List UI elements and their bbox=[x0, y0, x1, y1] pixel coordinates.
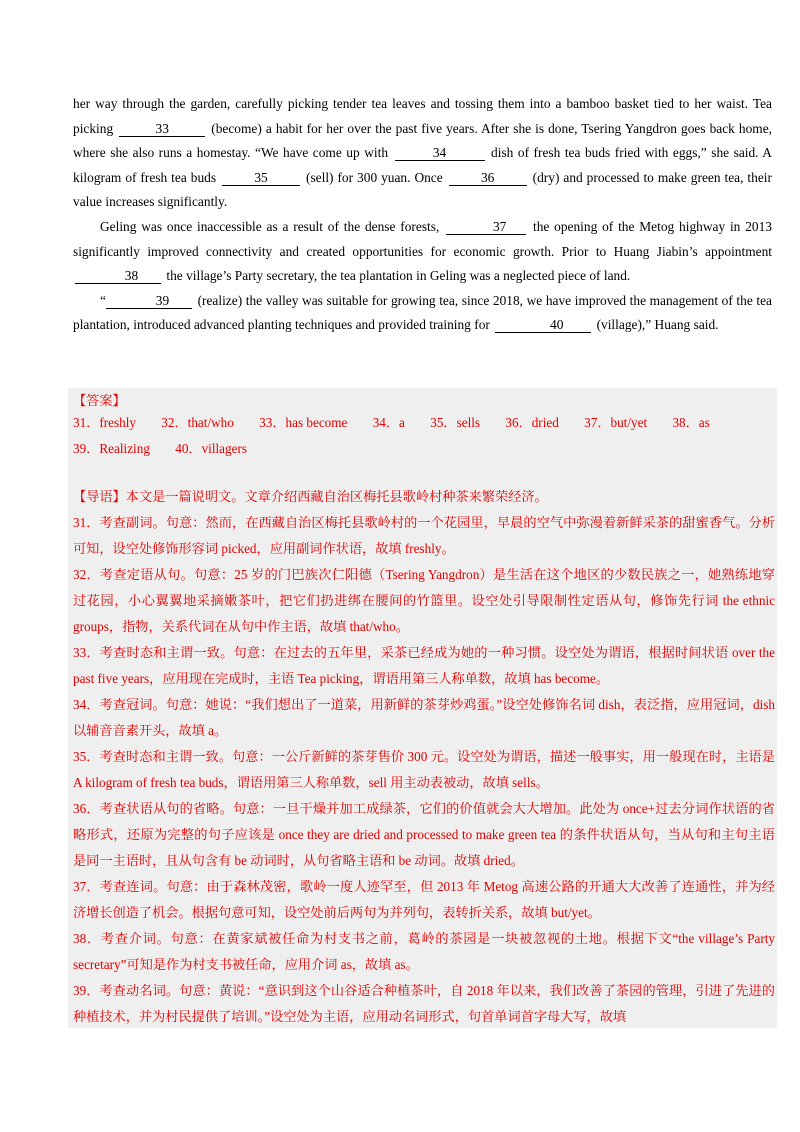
explanation-36: 36．考查状语从句的省略。句意：一旦干燥并加工成绿茶，它们的价值就会大大增加。此处为 once+过去分词作状语的省略形式，还原为完整的句子应该是 once they are dried and processed to make green tea 的条件状语从句，当从句和主句主语是同一主语时，且从句含有 be 动词时，从句省略主语和 be 动词。故填 dried。 bbox=[73, 801, 775, 868]
explanation-33: 33．考查时态和主谓一致。句意：在过去的五年里，采茶已经成为她的一种习惯。设空处为谓语，根据时间状语 over the past five years，应用现在完成时，主语 Tea picking，谓语用第三人称单数，故填 has become。 bbox=[73, 645, 775, 686]
passage-text: Geling was once inaccessible as a result of the dense forests, bbox=[100, 218, 440, 234]
passage-text: (realize) the valley was suitable for growing tea, since 2018, we have improved the management of the tea plantation, introduced advanced planting techniques and provided training for bbox=[73, 292, 772, 333]
answer-heading: 【答案】 bbox=[73, 393, 126, 408]
blank-38: 38 bbox=[75, 268, 161, 284]
answer-40: 40．villagers bbox=[175, 441, 248, 456]
blank-37: 37 bbox=[446, 219, 526, 235]
answer-38: 38．as bbox=[672, 415, 710, 430]
explanations bbox=[73, 484, 775, 1030]
answer-33: 33．has become bbox=[259, 415, 348, 430]
answer-list-row-2 bbox=[73, 436, 247, 462]
answer-31: 31．freshly bbox=[73, 415, 136, 430]
explanation-intro: 【导语】本文是一篇说明文。文章介绍西藏自治区梅托县歌岭村种茶来繁荣经济。 bbox=[73, 489, 548, 504]
passage-open-quote: “ bbox=[100, 292, 106, 308]
passage-text: her way through the garden, carefully picking tender tea leaves and tossing them into a bamboo basket tied to her waist. Tea picking bbox=[73, 96, 772, 136]
answer-39: 39．Realizing bbox=[73, 441, 150, 456]
blank-40: 40 bbox=[495, 317, 591, 333]
explanation-37: 37．考查连词。句意：由于森林茂密，歌岭一度人迹罕至，但 2013 年 Metog 高速公路的开通大大改善了连通性，并为经济增长创造了机会。根据句意可知，设空处前后两句为并列句，表转折关系，故填 but/yet。 bbox=[73, 879, 775, 920]
explanation-35: 35．考查时态和主谓一致。句意：一公斤新鲜的茶芽售价 300 元。设空处为谓语，描述一般事实，用一般现在时，主语是 A kilogram of fresh tea buds，谓语用第三人称单数，sell 用主动表被动，故填 sells。 bbox=[73, 749, 775, 790]
explanation-32: 32．考查定语从句。句意：25 岁的门巴族次仁阳德（Tsering Yangdron）是生活在这个地区的少数民族之一，她熟练地穿过花园，小心翼翼地采摘嫩茶叶，把它们扔进绑在腰间的竹篮里。设空处引导限制性定语从句，修饰先行词 the ethnic groups，指物，关系代词在从句中作主语，故填 that/who。 bbox=[73, 567, 775, 634]
blank-35: 35 bbox=[222, 170, 300, 186]
explanation-34: 34．考查冠词。句意：她说：“我们想出了一道菜，用新鲜的茶芽炒鸡蛋。”设空处修饰名词 dish，表泛指，应用冠词，dish 以辅音音素开头，故填 a。 bbox=[73, 697, 775, 738]
passage-text: (sell) for 300 yuan. Once bbox=[305, 169, 443, 185]
passage-paragraph-3 bbox=[73, 289, 772, 338]
passage-paragraph-2 bbox=[73, 215, 772, 289]
explanation-38: 38．考查介词。句意：在黄家斌被任命为村支书之前，葛岭的茶园是一块被忽视的土地。根据下文“the village’s Party secretary”可知是作为村支书被任命，应用介词 as，故填 as。 bbox=[73, 931, 775, 972]
blank-34: 34 bbox=[395, 145, 485, 161]
answer-35: 35．sells bbox=[430, 415, 481, 430]
answer-list-row-1 bbox=[73, 410, 773, 436]
passage-text: (dry) and processed to make green tea, their value increases significantly. bbox=[73, 169, 772, 210]
answer-37: 37．but/yet bbox=[584, 415, 648, 430]
passage-text: (village),” Huang said. bbox=[596, 317, 719, 333]
answer-32: 32．that/who bbox=[161, 415, 234, 430]
passage-text: (become) a habit for her over the past five years. After she is done, Tsering Yangdron goes back home, where she also runs a homestay. “We have come up with bbox=[73, 120, 772, 161]
answer-36: 36．dried bbox=[505, 415, 559, 430]
explanation-39: 39．考查动名词。句意：黄说：“意识到这个山谷适合种植茶叶，自 2018 年以来，我们改善了茶园的管理，引进了先进的种植技术，并为村民提供了培训。”设空处为主语，应用动名词形式，句首单词首字母大写，故填 bbox=[73, 983, 775, 1024]
passage-text: the opening of the Metog highway in 2013 significantly improved connectivity and created opportunities for economic growth. Prior to Huang Jiabin’s appointment bbox=[73, 218, 772, 259]
blank-36: 36 bbox=[449, 170, 527, 186]
passage-paragraph-1 bbox=[73, 92, 772, 215]
passage-text: the village’s Party secretary, the tea plantation in Geling was a neglected piece of land. bbox=[166, 268, 631, 284]
answer-34: 34．a bbox=[372, 415, 405, 430]
explanation-31: 31．考查副词。句意：然而，在西藏自治区梅托县歌岭村的一个花园里，早晨的空气中弥漫着新鲜采茶的甜蜜香气。分析可知，设空处修饰形容词 picked，应用副词作状语，故填 freshly。 bbox=[73, 515, 775, 556]
blank-33: 33 bbox=[119, 121, 205, 137]
passage bbox=[73, 92, 772, 338]
passage-text: dish of fresh tea buds fried with eggs,” she said. A kilogram of fresh tea buds bbox=[73, 145, 772, 185]
answer-section bbox=[68, 388, 777, 1028]
blank-39: 39 bbox=[106, 293, 192, 309]
